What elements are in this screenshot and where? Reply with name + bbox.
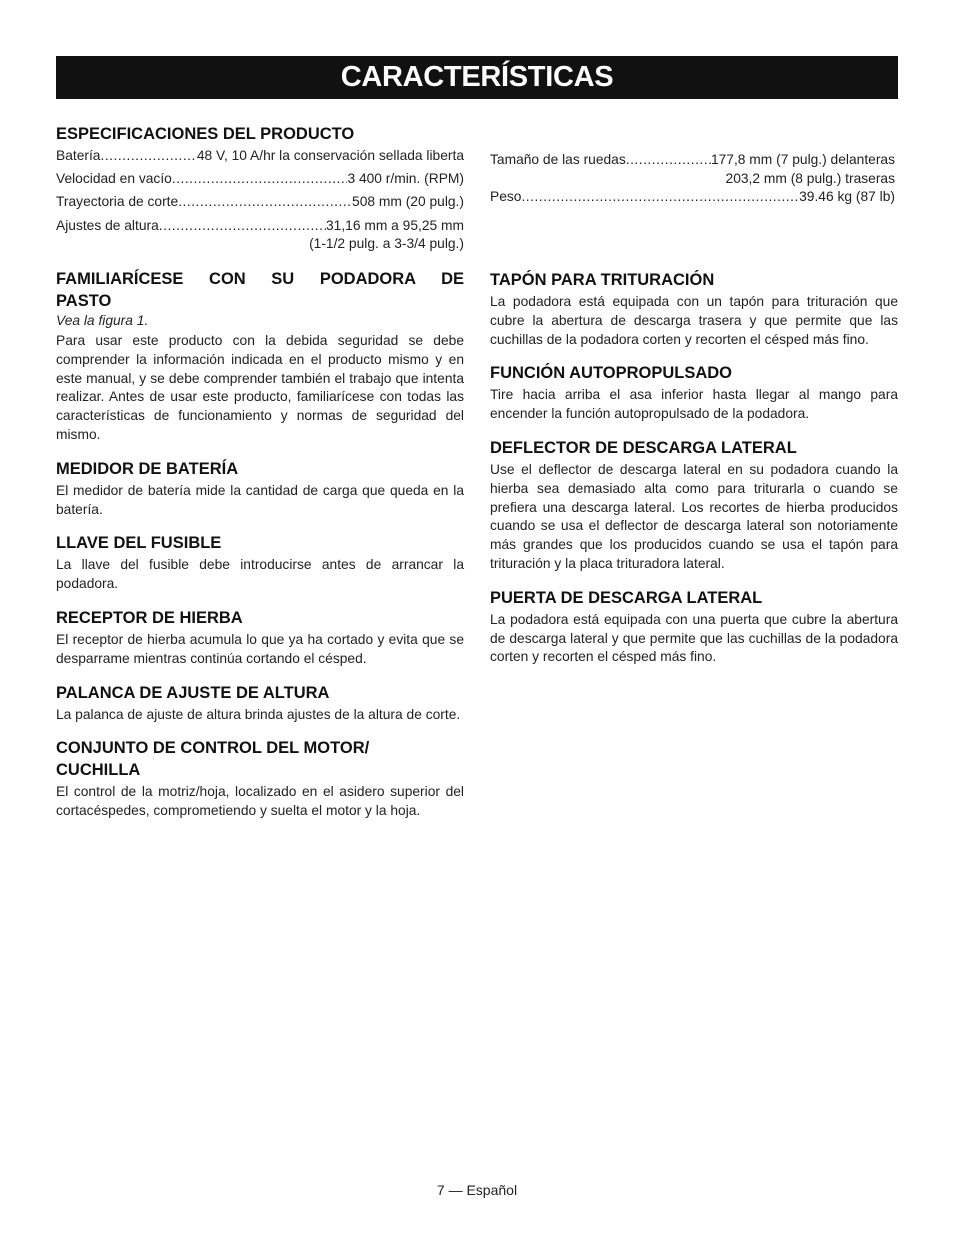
- section-grass-catcher: [56, 607, 464, 669]
- section-heading: TAPÓN PARA TRITURACIÓN: [490, 271, 715, 289]
- section-familiarize: [56, 268, 464, 445]
- spec-value: 39.46 kg (87 lb): [799, 189, 895, 205]
- spec-value: 3 400 r/min. (RPM): [347, 171, 464, 187]
- section-heading-line2: PASTO: [56, 292, 112, 310]
- section-body: La podadora está equipada con un tapón para trituración que cubre la abertura de descarga trasera y que permite que las cuchillas de la podadora corten y recorten el césped más fino.: [490, 294, 898, 347]
- section-side-deflector: [490, 437, 898, 574]
- page-number: 7 — Español: [436, 1182, 518, 1198]
- dot-leader: [626, 151, 711, 170]
- section-height-lever: [56, 682, 464, 725]
- spec-value-continued: (1-1/2 pulg. a 3-3/4 pulg.): [309, 236, 464, 252]
- section-heading: DEFLECTOR DE DESCARGA LATERAL: [490, 438, 797, 457]
- features-left: [56, 268, 464, 834]
- section-body: Para usar este producto con la debida seguridad se debe comprender la información indicada en el producto mismo y en este manual, y se debe comprender también el trabajo que intenta realizar. Antes de usar este producto, familiarícese con todas las características de funcionamiento y normas de seguridad del mismo.: [56, 333, 464, 442]
- dot-leader: [172, 170, 348, 189]
- section-side-door: [490, 587, 898, 667]
- section-heading: FAMILIARÍCESE CON SU PODADORA DE: [56, 270, 464, 288]
- section-heading: FUNCIÓN AUTOPROPULSADO: [490, 364, 733, 383]
- spec-row: [490, 151, 895, 170]
- section-heading: LLAVE DEL FUSIBLE: [56, 534, 222, 553]
- spec-value: 48 V, 10 A/hr la conservación sellada liberta: [196, 148, 464, 163]
- spec-value-continued: 203,2 mm (8 pulg.) traseras: [725, 170, 895, 186]
- spec-label: Batería: [56, 148, 101, 163]
- section-body: Use el deflector de descarga lateral en su podadora cuando la hierba sea demasiado alta como para triturarla o cuando se prefiera una descarga lateral. Los recortes de hierba producidos cuando se usa el deflector de descarga lateral son notoriamente más grandes que los producidos cuando se usa el tapón para trituración y la placa trituradora lateral.: [490, 461, 898, 571]
- section-body: El receptor de hierba acumula lo que ya ha cortado y evita que se desparrame mientras continúa cortando el césped.: [56, 631, 464, 666]
- spec-row: [56, 217, 464, 236]
- spec-row: [56, 193, 464, 212]
- specs-right-list: [490, 151, 895, 207]
- section-self-propelled: [490, 362, 898, 424]
- spec-label: Velocidad en vacío: [56, 171, 172, 187]
- spec-label: Ajustes de altura: [56, 217, 159, 233]
- spec-row: [56, 147, 464, 166]
- section-body: El medidor de batería mide la cantidad de carga que queda en la batería.: [56, 482, 464, 517]
- section-body: El control de la motriz/hoja, localizado en el asidero superior del cortacéspedes, comprometiendo y suelta el motor y la hoja.: [56, 784, 464, 819]
- section-fuse-key: [56, 532, 464, 594]
- section-mulching-plug: [490, 269, 898, 349]
- dot-leader: [159, 217, 326, 236]
- page-title: CARACTERÍSTICAS: [56, 56, 898, 99]
- section-body: La palanca de ajuste de altura brinda ajustes de la altura de corte.: [56, 706, 461, 722]
- section-heading: PUERTA DE DESCARGA LATERAL: [490, 588, 763, 607]
- section-motor-control: [56, 737, 464, 821]
- section-heading: PALANCA DE AJUSTE DE ALTURA: [56, 683, 330, 702]
- dot-leader: [521, 188, 799, 207]
- dot-leader: [100, 147, 196, 166]
- spec-value: 508 mm (20 pulg.): [352, 194, 464, 210]
- spec-row: [490, 188, 895, 207]
- section-heading: CONJUNTO DE CONTROL DEL MOTOR/ CUCHILLA: [56, 739, 370, 780]
- spec-label: Tamaño de las ruedas: [490, 152, 626, 167]
- spec-label: Peso: [490, 189, 522, 205]
- specs-heading: ESPECIFICACIONES DEL PRODUCTO: [56, 125, 355, 143]
- figure-reference: Vea la figura 1.: [56, 313, 149, 328]
- dot-leader: [178, 193, 352, 212]
- specs-left-list: [56, 147, 464, 254]
- section-body: La podadora está equipada con una puerta que cubre la abertura de descarga lateral y que permite que las cuchillas de la podadora corten y recorten el césped más fino.: [490, 611, 898, 665]
- section-heading: MEDIDOR DE BATERÍA: [56, 459, 239, 478]
- spec-row: [56, 170, 464, 189]
- section-heading: RECEPTOR DE HIERBA: [56, 608, 243, 627]
- spec-value: 177,8 mm (7 pulg.) delanteras: [710, 152, 895, 167]
- specs-left-block: [56, 123, 464, 254]
- specs-right-block: [490, 151, 895, 207]
- spec-label: Trayectoria de corte: [56, 194, 179, 210]
- section-battery-meter: [56, 458, 464, 520]
- spec-value: 31,16 mm a 95,25 mm: [325, 217, 464, 233]
- features-right: [490, 269, 898, 680]
- section-body: La llave del fusible debe introducirse antes de arrancar la podadora.: [56, 557, 464, 592]
- section-body: Tire hacia arriba el asa inferior hasta llegar al mango para encender la función autopropulsado de la podadora.: [490, 387, 898, 422]
